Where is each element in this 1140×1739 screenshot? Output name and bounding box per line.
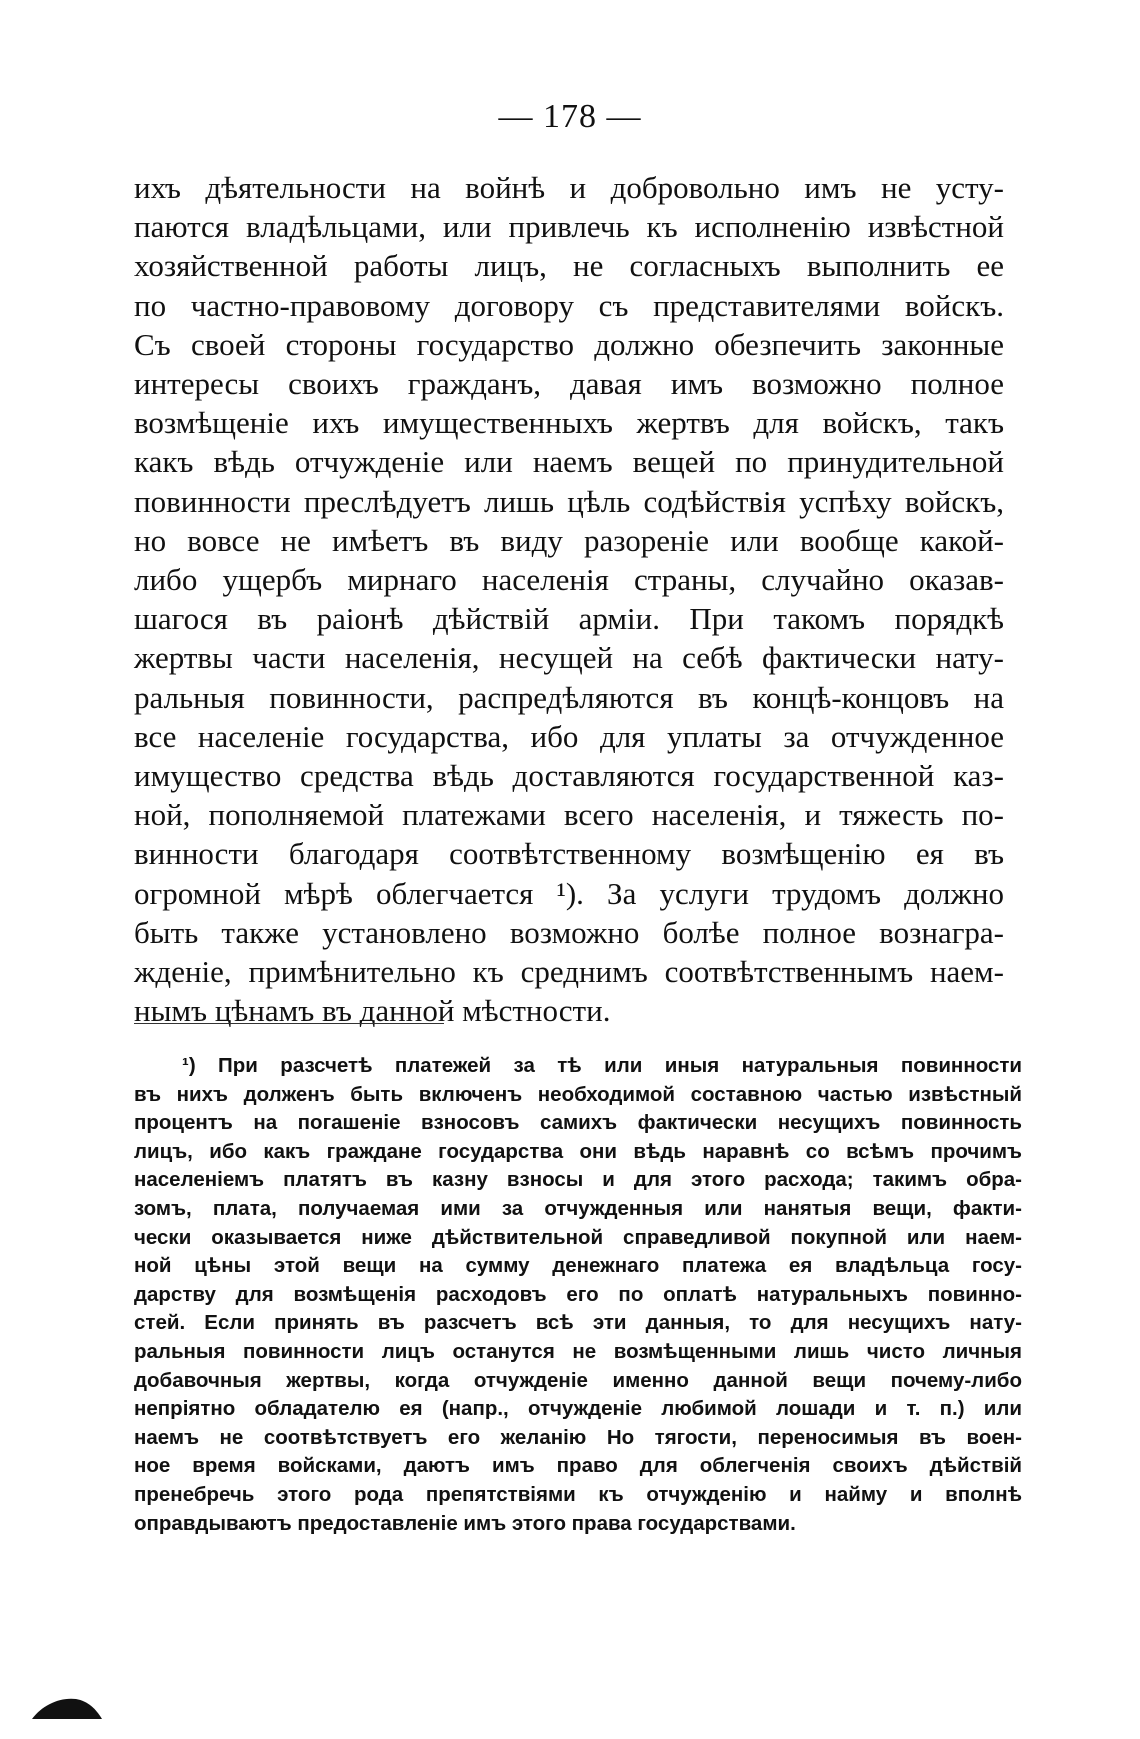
footnote-line: ¹) При разсчетѣ платежей за тѣ или иныя натуральныя повинности: [182, 1054, 1022, 1077]
main-text-line: хозяйственной работы лицъ, не согласныхъ выполнить ее: [134, 248, 1004, 284]
main-text-line: по частно-правовому договору съ представителями войскъ.: [134, 287, 1004, 323]
main-text: [134, 168, 1004, 1030]
page-number: — 178 —: [498, 98, 642, 135]
main-text-line: паются владѣльцами, или привлечь къ исполненію извѣстной: [134, 209, 1004, 245]
main-text-line: но вовсе не имѣетъ въ виду разореніе или вообще какой-: [134, 522, 1004, 558]
main-text-line: винности благодаря соотвѣтственному возмѣщенію ея въ: [134, 836, 1004, 872]
main-text-line: огромной мѣрѣ облегчается ¹). За услуги трудомъ должно: [134, 875, 1004, 911]
footnote-divider: [134, 1023, 444, 1024]
main-text-line: ральныя повинности, распредѣляются въ концѣ-концовъ на: [134, 679, 1004, 715]
main-text-line: имущество средства вѣдь доставляются государственной каз-: [134, 758, 1004, 794]
main-text-line: какъ вѣдь отчужденіе или наемъ вещей по принудительной: [134, 444, 1004, 480]
footnote-line: процентъ на погашеніе взносовъ самихъ фактически несущихъ повинность: [134, 1111, 1022, 1135]
footnote-line: зомъ, плата, получаемая ими за отчужденныя или нанятыя вещи, факти-: [134, 1196, 1022, 1220]
main-text-line: нымъ цѣнамъ въ данной мѣстности.: [134, 993, 611, 1029]
footnote-line: ное время войсками, даютъ имъ право для облегченія своихъ дѣйствій: [134, 1454, 1022, 1478]
main-text-line: Съ своей стороны государство должно обезпечить законные: [134, 326, 1004, 362]
main-text-line: интересы своихъ гражданъ, давая имъ возможно полное: [134, 366, 1004, 402]
footnote-line: добавочныя жертвы, когда отчужденіе именно данной вещи почему-либо: [134, 1368, 1022, 1392]
binding-stamp-icon: [30, 1695, 104, 1721]
main-text-line: либо ущербъ мирнаго населенія страны, случайно оказав-: [134, 562, 1004, 598]
main-text-line: все населеніе государства, ибо для уплаты за отчужденное: [134, 718, 1004, 754]
main-text-line: ихъ дѣятельности на войнѣ и добровольно имъ не усту-: [134, 170, 1004, 205]
main-text-line: жденіе, примѣнительно къ среднимъ соотвѣтственнымъ наем-: [134, 954, 1004, 990]
footnote-line: непріятно обладателю ея (напр., отчужденіе любимой лошади и т. п.) или: [134, 1397, 1022, 1421]
main-text-line: шагося въ раіонѣ дѣйствій арміи. При такомъ порядкѣ: [134, 601, 1004, 637]
main-text-line: быть также установлено возможно болѣе полное вознагра-: [134, 914, 1004, 950]
footnote-line: ральныя повинности лицъ останутся не возмѣщенными лишь чисто личныя: [134, 1339, 1022, 1363]
footnote-line: пренебречь этого рода препятствіями къ отчужденію и найму и вполнѣ: [134, 1482, 1022, 1506]
footnote-line: въ нихъ долженъ быть включенъ необходимой составною частью извѣстный: [134, 1082, 1022, 1106]
main-text-line: жертвы части населенія, несущей на себѣ фактически нату-: [134, 640, 1004, 676]
footnote-line: населеніемъ платятъ въ казну взносы и для этого расхода; такимъ обра-: [134, 1168, 1022, 1192]
main-text-line: ной, пополняемой платежами всего населенія, и тяжесть по-: [134, 797, 1004, 833]
main-text-line: возмѣщеніе ихъ имущественныхъ жертвъ для войскъ, такъ: [134, 405, 1004, 441]
footnote-line: стей. Если принять въ разсчетъ всѣ эти данныя, то для несущихъ нату-: [134, 1311, 1022, 1335]
footnote-line: чески оказывается ниже дѣйствительной справедливой покупной или наем-: [134, 1225, 1022, 1249]
footnote-line: дарству для возмѣщенія расходовъ его по оплатѣ натуральныхъ повинно-: [134, 1282, 1022, 1306]
footnote-line: наемъ не соотвѣтствуетъ его желанію Но тягости, переносимыя въ воен-: [134, 1425, 1022, 1449]
footnote-line: ной цѣны этой вещи на сумму денежнаго платежа ея владѣльца госу-: [134, 1254, 1022, 1278]
footnote-line: оправдываютъ предоставленіе имъ этого права государствами.: [134, 1511, 796, 1535]
footnote-line: лицъ, ибо какъ граждане государства они вѣдь наравнѣ со всѣмъ прочимъ: [134, 1139, 1022, 1163]
main-text-line: повинности преслѣдуетъ лишь цѣль содѣйствія успѣху войскъ,: [134, 483, 1004, 519]
footnote: [134, 1052, 1022, 1538]
